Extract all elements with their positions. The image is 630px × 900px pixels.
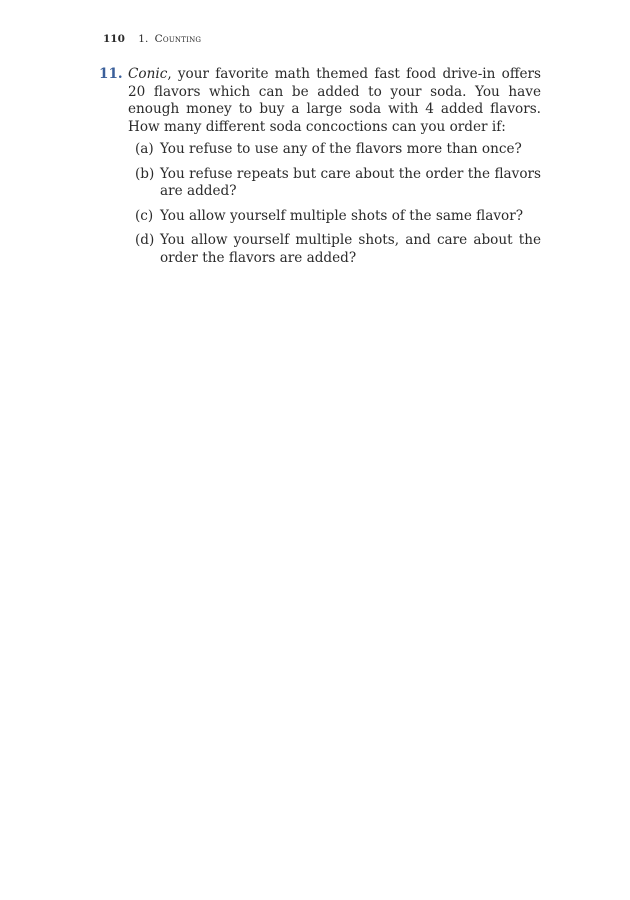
problem-number: 11. (99, 66, 123, 82)
part-text: You refuse to use any of the flavors more than once? (160, 141, 522, 157)
part-label: (a) (135, 141, 154, 157)
problem-statement (128, 66, 541, 136)
problem-part-a (135, 141, 541, 159)
exercise-problem (99, 66, 541, 274)
problem-part-b (135, 165, 541, 201)
problem-parts-list (99, 141, 541, 267)
emphasized-word: Conic (128, 66, 168, 82)
problem-text: , your favorite math themed fast food drive-in offers 20 flavors which can be added to your soda. You have enough money to buy a large soda with 4 added flavors. How many different soda concoctions can you order if: (128, 66, 541, 135)
chapter-number: 1. (138, 33, 149, 45)
problem-part-d (135, 232, 541, 267)
part-label: (c) (135, 207, 154, 224)
part-label: (b) (135, 165, 155, 182)
part-text: You allow yourself multiple shots, and care about the order the flavors are added? (160, 232, 541, 266)
part-text: You allow yourself multiple shots of the same flavor? (160, 207, 524, 224)
chapter-title: Counting (154, 33, 202, 45)
running-header (103, 33, 201, 45)
page-number: 110 (103, 33, 125, 45)
part-text: You refuse repeats but care about the order the flavors are added? (160, 165, 541, 199)
part-label: (d) (135, 232, 155, 248)
problem-part-c (135, 207, 541, 226)
